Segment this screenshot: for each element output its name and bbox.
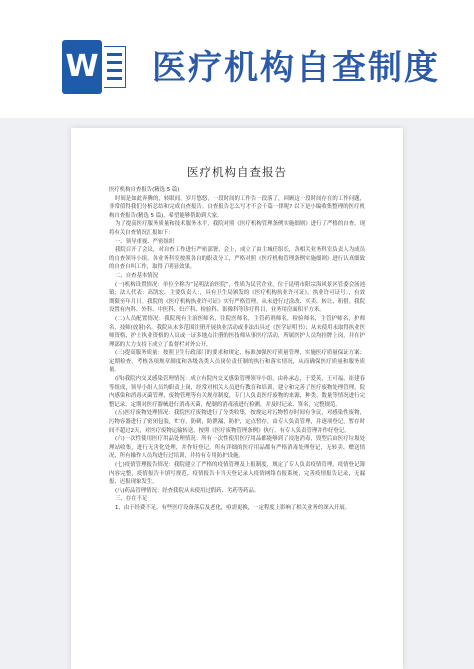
banner-title: 医疗机构自查制度: [152, 48, 440, 88]
document-paragraph: 为了提高医疗服务质量和技术服务水平，我院对照《医疗机构管理条例实施细则》进行了严格的自查，现将有关自查情况汇报如下：: [109, 221, 365, 236]
document-paragraph: (四)我院内交叉感染管理情况：成立有院内交叉感染管理领导小组，由孙承志，于爱英，王可福，崔建春等组成，领导小组人员均职责上岗，经常对相关人员进行教育和培训，建立和完善了医疗废物处理管理，院内感染和消毒灭菌管理，废物管理等有关规章制度，专门人负责医疗废物的来源、种类、数量等情况进行完整记录，定期对医疗器械进行消毒灭菌，配制的消毒液进行检测，并及时记录、签名，完整规范。: [109, 376, 365, 408]
header-banner: [0, 0, 474, 118]
document-paragraph: 三、存在不足: [114, 496, 148, 503]
document-paragraph: (八)药品管理情况：经查我院从未使用过假药、劣药等药品。: [114, 487, 260, 494]
document-paragraph: (五)医疗废物处理情况：我院医疗废物进行了分类收集，按规定对污物暂存时间有争议，对感染性废物，污物容器进行了密闭包装，贮存，防刺，防泄漏，防护，定点暂存，由专人负责管理，并逐项登记，暂存时间不超过2天，对医疗废物运输转送，按照《医疗废物管理条例》执行，有专人负责管理并作好登记。: [109, 410, 365, 434]
document-paragraph: (三)提高服务质量：按照卫生行政部门的要求和规定，标准加强医疗质量管理，实施医疗质量保证方案；定期检查，考核各项规章制度和各级各类人员岗位责任制的执行和落实情况，从而确保医疗质量和服务质量。: [109, 350, 365, 374]
document-paragraph: 1、由于经费不足，有些医疗设备落后及老化，亟需更换，一定程度上影响了相关业务的深入开展。: [114, 504, 351, 511]
word-logo-lines: [104, 46, 126, 88]
document-paragraph: (七)疫情管理报告情况：我院建立了严格的疫情管理及上报制度，规定了专人负责疫情管理，疫情登记簿内容完整，疫情报告卡填写规范，疫情报告卡当天登记录入疫情网络直报系统，完善疫情报告记录，无漏报、迟报现象发生。: [109, 462, 365, 486]
document-paragraph: 时间是如此奔腾的，转眼间，岁月悠悠，一段时间的工作告一段落了，回顾这一段时间存在的工作问题，非常值得我们分析总结和完成自查报告。自查报告怎么写才不会千篇一律呢? 以下是小编收集整理的医疗机构自查报告(精选 5 篇)，希望能够帮助到大家。: [109, 195, 365, 219]
document-paragraph: (一)机构设置情况：单位全称为“昆明法治医院”，性质为民营企业，位于昆明市阳宗海风景区管委会汤池镇；法人代表：高凯宏，主要负责人：，具有卫生局颁发的《医疗机构执业许可证》，执业许可证号：，有效期限至年月日。我院的《医疗机构执业许可证》实行严格管理，从未进行过涂改、买卖、转让、租借。我院设置有内科、外科、中医科、妇产科、检验科、影像科等诊疗科目，业务用房面积平方米。: [109, 281, 365, 314]
document-title: 医疗机构自查报告: [187, 165, 287, 179]
word-logo-letter: W: [65, 49, 99, 84]
document-page: [71, 128, 403, 669]
document-paragraph: 我院召开了会议，对自查工作进行严密部署，会上，成立了由主城任组长，各相关业务科室负责人为成员的自查领导小组，各业务科室按照各自的职责分工，严格对照《医疗机构管理条例实施细则》进行认真细致的自查自纠工作，取得了明显效果。: [109, 247, 365, 271]
document-paragraph: (六)一次性使用医疗用品处理情况：所有一次性使用医疗用品都能够到了浸泡消毒，毁型后由医疗垃圾处理站收集，进行无害化处理，并作好登记。所有详细的医疗用品都有严格消毒处理登记，无转卖、赠送情况，所有操作人员均进行过培训，并持有专用防护设施。: [109, 436, 365, 460]
document-body: [109, 186, 365, 513]
document-paragraph: (二)人员配置情况：我院现有主治医师名，住院医师名，主管药剂师名，检验师名，主管护师名，护师名，技师(放射)名。我院从未多范围注册开展执业活动或非法出具过《医学证明书》；从未使用未取得执业医师资格、护士执业资格的人员或一证多地点注册的医技师从事医疗活动，所属医护人员均挂牌上岗，并在护理部的大力支持下成立了监督栏对外公开。: [109, 315, 365, 348]
document-paragraph: 医疗机构自查报告(精选 5 篇): [109, 187, 180, 193]
word-document-icon: [62, 40, 128, 94]
document-paragraph: 一、领导重视、严密组织: [114, 238, 175, 245]
document-paragraph: 二、自查基本情况: [114, 272, 159, 279]
